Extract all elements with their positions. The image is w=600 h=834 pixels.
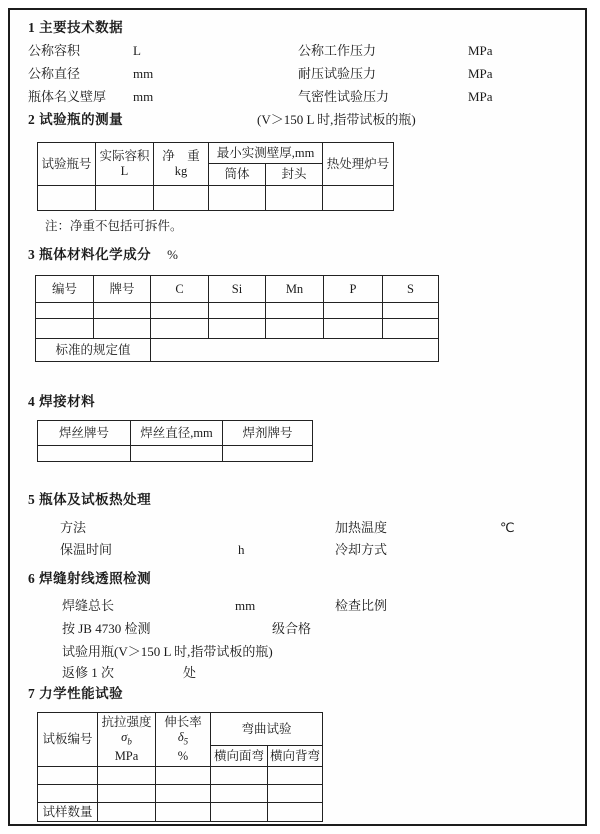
field-unit: MPa [468,43,493,58]
standard-value-label: 标准的规定值 [36,339,151,362]
col-header-bottle-no: 试验瓶号 [38,143,96,186]
empty-cell [324,319,383,339]
col-header-wire-diameter: 焊丝直径,mm [131,421,223,446]
field-unit [500,539,570,561]
col-header-bend-back: 横向背弯 [268,746,323,767]
empty-cell [268,803,323,822]
empty-cell [209,186,266,211]
col-header-furnace: 热处理炉号 [323,143,394,186]
mechanical-test-table [37,712,323,822]
col-header-wire-grade: 焊丝牌号 [38,421,131,446]
field-label: 保温时间 [60,542,113,557]
table-row [36,319,439,339]
empty-cell [98,803,156,822]
field-unit: mm [235,598,256,613]
col-header-bend-test: 弯曲试验 [211,713,323,746]
empty-cell [98,767,156,785]
empty-cell [266,303,324,319]
table-row [38,785,323,803]
empty-cell [154,186,209,211]
empty-cell [209,319,266,339]
empty-cell [211,803,268,822]
field-label: 焊缝总长 [62,598,115,613]
table-row [36,303,439,319]
empty-cell [223,446,313,462]
field-suffix: 处 [183,665,197,680]
col-header-p: P [324,276,383,303]
empty-cell [38,186,96,211]
percent-unit: % [167,247,179,262]
col-header-head: 封头 [266,164,323,186]
field-label: 按 JB 4730 检测 [62,621,151,636]
empty-cell [268,785,323,803]
col-header-c: C [151,276,209,303]
tech-data-row [28,40,568,62]
weld-length-row [62,595,562,617]
table-row [38,446,313,462]
section-2-subtitle: (V＞150 L 时,指带试板的瓶) [257,112,416,127]
col-header-serial: 编号 [36,276,94,303]
section-5-title: 5 瓶体及试板热处理 [28,492,152,507]
field-unit: mm [133,89,154,104]
field-unit: L [133,43,141,58]
empty-cell [38,785,98,803]
section-2-title: 2 试验瓶的测量 [28,112,124,127]
empty-cell [38,767,98,785]
col-header-shell: 筒体 [209,164,266,186]
repair-row [62,662,362,684]
field-label: 公称直径 [28,66,81,81]
empty-cell [156,785,211,803]
field-label: 方法 [60,520,87,535]
empty-cell [131,446,223,462]
tech-data-row [28,86,568,108]
col-header-tensile-strength: 抗拉强度 $\sigma_b$ MPa [98,713,156,767]
field-unit: MPa [468,66,493,81]
col-header-s: S [383,276,439,303]
empty-cell [266,319,324,339]
section-7-title: 7 力学性能试验 [28,686,124,701]
table-row [38,803,323,822]
col-header-actual-volume: 实际容积 L [96,143,154,186]
empty-cell [266,186,323,211]
section-3-title: 3 瓶体材料化学成分 % [28,247,179,262]
empty-cell [94,303,151,319]
empty-cell [211,785,268,803]
empty-cell [324,303,383,319]
table-row [38,186,394,211]
empty-cell [156,803,211,822]
field-unit: MPa [468,89,493,104]
col-header-net-weight: 净 重 kg [154,143,209,186]
sigma-symbol: σ [121,729,128,744]
field-label: 加热温度 [335,520,388,535]
field-unit: mm [133,66,154,81]
measurement-note: 注：净重不包括可拆件。 [45,219,183,233]
field-label: 检查比例 [335,598,388,613]
table-row [38,767,323,785]
col-header-mn: Mn [266,276,324,303]
empty-cell [383,319,439,339]
empty-cell [38,446,131,462]
col-header-elongation: 伸长率 $\delta_5$ % [156,713,211,767]
col-header-grade: 牌号 [94,276,151,303]
section-4-title: 4 焊接材料 [28,394,96,409]
field-unit: ℃ [500,520,515,535]
empty-cell [36,303,94,319]
field-label: 瓶体名义壁厚 [28,89,107,104]
col-header-min-wall: 最小实测壁厚,mm [209,143,323,164]
empty-cell [151,339,439,362]
field-label: 气密性试验压力 [298,89,390,104]
empty-cell [323,186,394,211]
empty-cell [151,303,209,319]
empty-cell [156,767,211,785]
field-unit: h [238,542,245,557]
delta-symbol: δ [177,729,184,744]
col-header-si: Si [209,276,266,303]
inspection-standard-row [62,618,462,640]
field-label: 公称工作压力 [298,43,377,58]
test-bottle-note: 试验用瓶(V＞150 L 时,指带试板的瓶) [62,644,273,659]
field-label: 返修 1 次 [62,665,115,680]
field-suffix: 级合格 [272,621,312,636]
empty-cell [98,785,156,803]
chemical-composition-table [35,275,439,362]
section-6-title: 6 焊缝射线透照检测 [28,571,152,586]
heat-treatment-row [60,517,570,539]
tech-data-row [28,63,568,85]
field-label: 冷却方式 [335,542,388,557]
welding-material-table [37,420,313,462]
empty-cell [94,319,151,339]
section-1-title: 1 主要技术数据 [28,20,124,35]
empty-cell [151,319,209,339]
empty-cell [36,319,94,339]
table-row [36,339,439,362]
measurement-table [37,142,394,211]
heat-treatment-row [60,539,570,561]
col-header-bend-face: 横向面弯 [211,746,268,767]
field-label: 耐压试验压力 [298,66,377,81]
sample-count-label: 试样数量 [38,803,98,822]
page-frame [8,8,587,826]
field-label: 公称容积 [28,43,81,58]
empty-cell [268,767,323,785]
col-header-flux-grade: 焊剂牌号 [223,421,313,446]
empty-cell [209,303,266,319]
empty-cell [211,767,268,785]
field-unit [238,517,335,539]
col-header-plate-no: 试板编号 [38,713,98,767]
empty-cell [383,303,439,319]
empty-cell [96,186,154,211]
